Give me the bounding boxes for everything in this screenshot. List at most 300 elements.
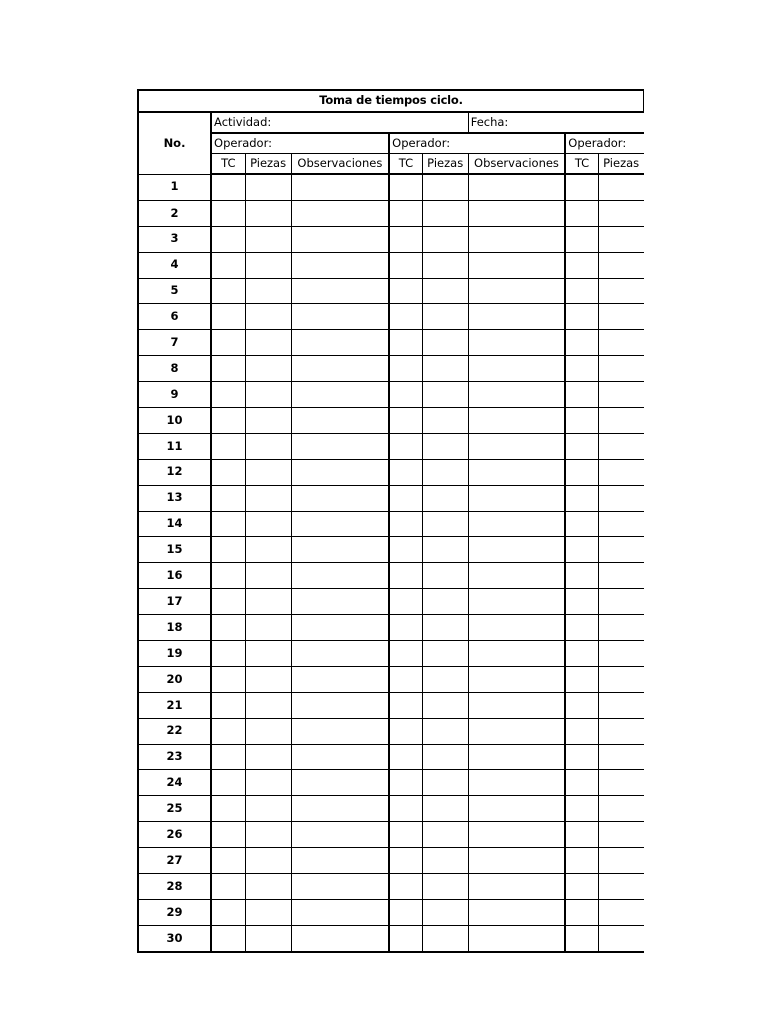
tc-cell-op1[interactable] bbox=[211, 589, 245, 615]
tc-cell-op2[interactable] bbox=[389, 537, 422, 563]
tc-cell-op3[interactable] bbox=[565, 796, 598, 822]
observaciones-cell-op2[interactable] bbox=[468, 770, 565, 796]
observaciones-cell-op1[interactable] bbox=[291, 848, 389, 874]
piezas-cell-op1[interactable] bbox=[245, 744, 291, 770]
piezas-cell-op1[interactable] bbox=[245, 356, 291, 382]
piezas-cell-op1[interactable] bbox=[245, 459, 291, 485]
cycle-time-table bbox=[137, 89, 644, 953]
piezas-cell-op3[interactable] bbox=[598, 382, 643, 408]
column-header-piezas: Piezas bbox=[245, 154, 291, 175]
piezas-cell-op2[interactable] bbox=[422, 252, 468, 278]
piezas-cell-op3[interactable] bbox=[598, 718, 643, 744]
column-header-tc: TC bbox=[389, 154, 422, 175]
tc-cell-op3[interactable] bbox=[565, 174, 598, 200]
tc-cell-op2[interactable] bbox=[389, 822, 422, 848]
tc-cell-op3[interactable] bbox=[565, 641, 598, 667]
row-number: 23 bbox=[138, 744, 211, 770]
piezas-cell-op2[interactable] bbox=[422, 356, 468, 382]
tc-cell-op3[interactable] bbox=[565, 356, 598, 382]
observaciones-cell-op1[interactable] bbox=[291, 563, 389, 589]
observaciones-cell-op2[interactable] bbox=[468, 330, 565, 356]
piezas-cell-op3[interactable] bbox=[598, 744, 643, 770]
tc-cell-op2[interactable] bbox=[389, 718, 422, 744]
tc-cell-op1[interactable] bbox=[211, 899, 245, 925]
row-number: 11 bbox=[138, 433, 211, 459]
tc-cell-op2[interactable] bbox=[389, 200, 422, 226]
observaciones-cell-op2[interactable] bbox=[468, 563, 565, 589]
tc-cell-op1[interactable] bbox=[211, 925, 245, 951]
observaciones-cell-op2[interactable] bbox=[468, 848, 565, 874]
piezas-cell-op1[interactable] bbox=[245, 822, 291, 848]
tc-cell-op3[interactable] bbox=[565, 848, 598, 874]
observaciones-cell-op1[interactable] bbox=[291, 356, 389, 382]
piezas-cell-op1[interactable] bbox=[245, 252, 291, 278]
piezas-cell-op3[interactable] bbox=[598, 589, 643, 615]
tc-cell-op3[interactable] bbox=[565, 899, 598, 925]
observaciones-cell-op2[interactable] bbox=[468, 304, 565, 330]
tc-cell-op2[interactable] bbox=[389, 770, 422, 796]
tc-cell-op2[interactable] bbox=[389, 408, 422, 434]
tc-cell-op1[interactable] bbox=[211, 666, 245, 692]
tc-cell-op3[interactable] bbox=[565, 925, 598, 951]
piezas-cell-op1[interactable] bbox=[245, 874, 291, 900]
tc-cell-op3[interactable] bbox=[565, 408, 598, 434]
tc-cell-op1[interactable] bbox=[211, 200, 245, 226]
piezas-cell-op1[interactable] bbox=[245, 666, 291, 692]
observaciones-cell-op2[interactable] bbox=[468, 226, 565, 252]
row-number: 27 bbox=[138, 848, 211, 874]
piezas-cell-op1[interactable] bbox=[245, 770, 291, 796]
tc-cell-op2[interactable] bbox=[389, 899, 422, 925]
column-header-observaciones: Observaciones bbox=[291, 154, 389, 175]
observaciones-cell-op2[interactable] bbox=[468, 200, 565, 226]
observaciones-cell-op1[interactable] bbox=[291, 718, 389, 744]
observaciones-cell-op1[interactable] bbox=[291, 770, 389, 796]
row-number: 16 bbox=[138, 563, 211, 589]
table-row bbox=[138, 459, 644, 485]
row-number: 2 bbox=[138, 200, 211, 226]
table-row bbox=[138, 485, 644, 511]
piezas-cell-op2[interactable] bbox=[422, 589, 468, 615]
observaciones-cell-op1[interactable] bbox=[291, 200, 389, 226]
row-number: 5 bbox=[138, 278, 211, 304]
operator-3-field[interactable]: Operador: bbox=[565, 133, 643, 154]
table-row bbox=[138, 692, 644, 718]
table-row bbox=[138, 252, 644, 278]
tc-cell-op1[interactable] bbox=[211, 278, 245, 304]
number-column-header: No. bbox=[138, 112, 211, 174]
piezas-cell-op2[interactable] bbox=[422, 744, 468, 770]
tc-cell-op1[interactable] bbox=[211, 718, 245, 744]
tc-cell-op2[interactable] bbox=[389, 666, 422, 692]
piezas-cell-op2[interactable] bbox=[422, 485, 468, 511]
tc-cell-op3[interactable] bbox=[565, 615, 598, 641]
operator-1-field[interactable]: Operador: bbox=[211, 133, 389, 154]
table-row bbox=[138, 330, 644, 356]
observaciones-cell-op2[interactable] bbox=[468, 718, 565, 744]
piezas-cell-op1[interactable] bbox=[245, 641, 291, 667]
observaciones-cell-op1[interactable] bbox=[291, 330, 389, 356]
observaciones-cell-op2[interactable] bbox=[468, 925, 565, 951]
piezas-cell-op3[interactable] bbox=[598, 278, 643, 304]
observaciones-cell-op2[interactable] bbox=[468, 459, 565, 485]
tc-cell-op1[interactable] bbox=[211, 822, 245, 848]
piezas-cell-op1[interactable] bbox=[245, 718, 291, 744]
piezas-cell-op2[interactable] bbox=[422, 433, 468, 459]
observaciones-cell-op2[interactable] bbox=[468, 744, 565, 770]
observaciones-cell-op1[interactable] bbox=[291, 692, 389, 718]
piezas-cell-op1[interactable] bbox=[245, 485, 291, 511]
tc-cell-op1[interactable] bbox=[211, 382, 245, 408]
tc-cell-op3[interactable] bbox=[565, 304, 598, 330]
piezas-cell-op2[interactable] bbox=[422, 848, 468, 874]
column-header-tc: TC bbox=[565, 154, 598, 175]
tc-cell-op2[interactable] bbox=[389, 796, 422, 822]
tc-cell-op3[interactable] bbox=[565, 718, 598, 744]
observaciones-cell-op1[interactable] bbox=[291, 796, 389, 822]
table-row bbox=[138, 563, 644, 589]
table-row bbox=[138, 408, 644, 434]
piezas-cell-op2[interactable] bbox=[422, 563, 468, 589]
tc-cell-op1[interactable] bbox=[211, 485, 245, 511]
tc-cell-op3[interactable] bbox=[565, 200, 598, 226]
piezas-cell-op2[interactable] bbox=[422, 174, 468, 200]
piezas-cell-op3[interactable] bbox=[598, 174, 643, 200]
tc-cell-op2[interactable] bbox=[389, 589, 422, 615]
row-number: 12 bbox=[138, 459, 211, 485]
piezas-cell-op3[interactable] bbox=[598, 692, 643, 718]
observaciones-cell-op1[interactable] bbox=[291, 174, 389, 200]
tc-cell-op1[interactable] bbox=[211, 874, 245, 900]
tc-cell-op2[interactable] bbox=[389, 563, 422, 589]
row-number: 9 bbox=[138, 382, 211, 408]
observaciones-cell-op2[interactable] bbox=[468, 822, 565, 848]
piezas-cell-op2[interactable] bbox=[422, 382, 468, 408]
piezas-cell-op3[interactable] bbox=[598, 822, 643, 848]
piezas-cell-op2[interactable] bbox=[422, 304, 468, 330]
observaciones-cell-op2[interactable] bbox=[468, 382, 565, 408]
piezas-cell-op2[interactable] bbox=[422, 796, 468, 822]
piezas-cell-op3[interactable] bbox=[598, 408, 643, 434]
tc-cell-op1[interactable] bbox=[211, 304, 245, 330]
table-row bbox=[138, 848, 644, 874]
tc-cell-op3[interactable] bbox=[565, 563, 598, 589]
observaciones-cell-op1[interactable] bbox=[291, 485, 389, 511]
piezas-cell-op1[interactable] bbox=[245, 925, 291, 951]
tc-cell-op1[interactable] bbox=[211, 563, 245, 589]
piezas-cell-op2[interactable] bbox=[422, 408, 468, 434]
observaciones-cell-op1[interactable] bbox=[291, 459, 389, 485]
piezas-cell-op2[interactable] bbox=[422, 200, 468, 226]
tc-cell-op1[interactable] bbox=[211, 408, 245, 434]
table-row bbox=[138, 589, 644, 615]
row-number: 26 bbox=[138, 822, 211, 848]
piezas-cell-op2[interactable] bbox=[422, 330, 468, 356]
piezas-cell-op3[interactable] bbox=[598, 226, 643, 252]
piezas-cell-op3[interactable] bbox=[598, 485, 643, 511]
piezas-cell-op1[interactable] bbox=[245, 382, 291, 408]
fecha-field[interactable]: Fecha: bbox=[468, 112, 643, 133]
piezas-cell-op3[interactable] bbox=[598, 925, 643, 951]
observaciones-cell-op1[interactable] bbox=[291, 226, 389, 252]
tc-cell-op3[interactable] bbox=[565, 511, 598, 537]
piezas-cell-op2[interactable] bbox=[422, 615, 468, 641]
tc-cell-op3[interactable] bbox=[565, 278, 598, 304]
table-row bbox=[138, 615, 644, 641]
piezas-cell-op3[interactable] bbox=[598, 666, 643, 692]
row-number: 28 bbox=[138, 874, 211, 900]
tc-cell-op3[interactable] bbox=[565, 252, 598, 278]
piezas-cell-op2[interactable] bbox=[422, 925, 468, 951]
piezas-cell-op3[interactable] bbox=[598, 433, 643, 459]
piezas-cell-op1[interactable] bbox=[245, 433, 291, 459]
table-row bbox=[138, 770, 644, 796]
piezas-cell-op3[interactable] bbox=[598, 304, 643, 330]
tc-cell-op1[interactable] bbox=[211, 433, 245, 459]
tc-cell-op3[interactable] bbox=[565, 666, 598, 692]
tc-cell-op3[interactable] bbox=[565, 692, 598, 718]
piezas-cell-op1[interactable] bbox=[245, 537, 291, 563]
observaciones-cell-op2[interactable] bbox=[468, 433, 565, 459]
form-title: Toma de tiempos ciclo. bbox=[138, 90, 644, 112]
piezas-cell-op1[interactable] bbox=[245, 174, 291, 200]
observaciones-cell-op2[interactable] bbox=[468, 252, 565, 278]
table-row bbox=[138, 382, 644, 408]
tc-cell-op2[interactable] bbox=[389, 485, 422, 511]
observaciones-cell-op2[interactable] bbox=[468, 485, 565, 511]
tc-cell-op2[interactable] bbox=[389, 174, 422, 200]
piezas-cell-op3[interactable] bbox=[598, 641, 643, 667]
observaciones-cell-op2[interactable] bbox=[468, 666, 565, 692]
tc-cell-op2[interactable] bbox=[389, 511, 422, 537]
piezas-cell-op1[interactable] bbox=[245, 589, 291, 615]
piezas-cell-op1[interactable] bbox=[245, 200, 291, 226]
tc-cell-op2[interactable] bbox=[389, 874, 422, 900]
tc-cell-op1[interactable] bbox=[211, 226, 245, 252]
tc-cell-op2[interactable] bbox=[389, 692, 422, 718]
tc-cell-op3[interactable] bbox=[565, 874, 598, 900]
tc-cell-op2[interactable] bbox=[389, 278, 422, 304]
observaciones-cell-op2[interactable] bbox=[468, 615, 565, 641]
observaciones-cell-op1[interactable] bbox=[291, 874, 389, 900]
observaciones-cell-op1[interactable] bbox=[291, 537, 389, 563]
observaciones-cell-op2[interactable] bbox=[468, 874, 565, 900]
observaciones-cell-op2[interactable] bbox=[468, 408, 565, 434]
row-number: 8 bbox=[138, 356, 211, 382]
tc-cell-op3[interactable] bbox=[565, 537, 598, 563]
tc-cell-op1[interactable] bbox=[211, 770, 245, 796]
observaciones-cell-op1[interactable] bbox=[291, 278, 389, 304]
column-header-tc: TC bbox=[211, 154, 245, 175]
piezas-cell-op2[interactable] bbox=[422, 459, 468, 485]
tc-cell-op3[interactable] bbox=[565, 433, 598, 459]
piezas-cell-op2[interactable] bbox=[422, 822, 468, 848]
piezas-cell-op3[interactable] bbox=[598, 511, 643, 537]
tc-cell-op2[interactable] bbox=[389, 382, 422, 408]
table-row bbox=[138, 174, 644, 200]
piezas-cell-op3[interactable] bbox=[598, 356, 643, 382]
piezas-cell-op3[interactable] bbox=[598, 200, 643, 226]
tc-cell-op1[interactable] bbox=[211, 459, 245, 485]
observaciones-cell-op1[interactable] bbox=[291, 433, 389, 459]
row-number: 18 bbox=[138, 615, 211, 641]
row-number: 1 bbox=[138, 174, 211, 200]
observaciones-cell-op1[interactable] bbox=[291, 408, 389, 434]
column-header-piezas: Piezas bbox=[422, 154, 468, 175]
tc-cell-op1[interactable] bbox=[211, 174, 245, 200]
tc-cell-op1[interactable] bbox=[211, 744, 245, 770]
tc-cell-op2[interactable] bbox=[389, 925, 422, 951]
tc-cell-op2[interactable] bbox=[389, 641, 422, 667]
observaciones-cell-op1[interactable] bbox=[291, 382, 389, 408]
piezas-cell-op3[interactable] bbox=[598, 252, 643, 278]
tc-cell-op1[interactable] bbox=[211, 848, 245, 874]
observaciones-cell-op1[interactable] bbox=[291, 822, 389, 848]
row-number: 19 bbox=[138, 641, 211, 667]
tc-cell-op3[interactable] bbox=[565, 744, 598, 770]
observaciones-cell-op2[interactable] bbox=[468, 537, 565, 563]
tc-cell-op1[interactable] bbox=[211, 615, 245, 641]
table-row bbox=[138, 666, 644, 692]
cycle-time-form bbox=[137, 89, 644, 953]
observaciones-cell-op1[interactable] bbox=[291, 744, 389, 770]
piezas-cell-op2[interactable] bbox=[422, 666, 468, 692]
row-number: 22 bbox=[138, 718, 211, 744]
tc-cell-op2[interactable] bbox=[389, 252, 422, 278]
observaciones-cell-op1[interactable] bbox=[291, 589, 389, 615]
piezas-cell-op1[interactable] bbox=[245, 899, 291, 925]
piezas-cell-op1[interactable] bbox=[245, 615, 291, 641]
row-number: 30 bbox=[138, 925, 211, 951]
piezas-cell-op2[interactable] bbox=[422, 537, 468, 563]
piezas-cell-op2[interactable] bbox=[422, 770, 468, 796]
observaciones-cell-op2[interactable] bbox=[468, 641, 565, 667]
piezas-cell-op3[interactable] bbox=[598, 563, 643, 589]
row-number: 6 bbox=[138, 304, 211, 330]
piezas-cell-op2[interactable] bbox=[422, 641, 468, 667]
observaciones-cell-op2[interactable] bbox=[468, 174, 565, 200]
observaciones-cell-op1[interactable] bbox=[291, 925, 389, 951]
tc-cell-op1[interactable] bbox=[211, 330, 245, 356]
tc-cell-op2[interactable] bbox=[389, 615, 422, 641]
column-header-piezas: Piezas bbox=[598, 154, 643, 175]
tc-cell-op2[interactable] bbox=[389, 744, 422, 770]
table-row bbox=[138, 796, 644, 822]
tc-cell-op2[interactable] bbox=[389, 848, 422, 874]
tc-cell-op2[interactable] bbox=[389, 304, 422, 330]
piezas-cell-op2[interactable] bbox=[422, 278, 468, 304]
tc-cell-op2[interactable] bbox=[389, 356, 422, 382]
tc-cell-op3[interactable] bbox=[565, 770, 598, 796]
tc-cell-op3[interactable] bbox=[565, 382, 598, 408]
tc-cell-op2[interactable] bbox=[389, 459, 422, 485]
tc-cell-op3[interactable] bbox=[565, 459, 598, 485]
piezas-cell-op1[interactable] bbox=[245, 511, 291, 537]
tc-cell-op2[interactable] bbox=[389, 330, 422, 356]
piezas-cell-op1[interactable] bbox=[245, 408, 291, 434]
piezas-cell-op1[interactable] bbox=[245, 226, 291, 252]
row-number: 10 bbox=[138, 408, 211, 434]
piezas-cell-op2[interactable] bbox=[422, 899, 468, 925]
piezas-cell-op3[interactable] bbox=[598, 899, 643, 925]
tc-cell-op2[interactable] bbox=[389, 226, 422, 252]
piezas-cell-op2[interactable] bbox=[422, 692, 468, 718]
piezas-cell-op3[interactable] bbox=[598, 459, 643, 485]
tc-cell-op1[interactable] bbox=[211, 641, 245, 667]
piezas-cell-op1[interactable] bbox=[245, 304, 291, 330]
observaciones-cell-op1[interactable] bbox=[291, 666, 389, 692]
piezas-cell-op3[interactable] bbox=[598, 615, 643, 641]
tc-cell-op1[interactable] bbox=[211, 692, 245, 718]
row-number: 20 bbox=[138, 666, 211, 692]
tc-cell-op3[interactable] bbox=[565, 589, 598, 615]
observaciones-cell-op2[interactable] bbox=[468, 796, 565, 822]
table-row bbox=[138, 433, 644, 459]
observaciones-cell-op1[interactable] bbox=[291, 615, 389, 641]
piezas-cell-op2[interactable] bbox=[422, 511, 468, 537]
observaciones-cell-op1[interactable] bbox=[291, 511, 389, 537]
piezas-cell-op1[interactable] bbox=[245, 563, 291, 589]
actividad-field[interactable]: Actividad: bbox=[211, 112, 468, 133]
tc-cell-op1[interactable] bbox=[211, 356, 245, 382]
piezas-cell-op3[interactable] bbox=[598, 330, 643, 356]
piezas-cell-op2[interactable] bbox=[422, 226, 468, 252]
row-number: 7 bbox=[138, 330, 211, 356]
operator-2-field[interactable]: Operador: bbox=[389, 133, 565, 154]
piezas-cell-op1[interactable] bbox=[245, 692, 291, 718]
piezas-cell-op3[interactable] bbox=[598, 796, 643, 822]
row-number: 14 bbox=[138, 511, 211, 537]
observaciones-cell-op2[interactable] bbox=[468, 589, 565, 615]
piezas-cell-op3[interactable] bbox=[598, 874, 643, 900]
tc-cell-op3[interactable] bbox=[565, 226, 598, 252]
observaciones-cell-op2[interactable] bbox=[468, 278, 565, 304]
observaciones-cell-op2[interactable] bbox=[468, 692, 565, 718]
piezas-cell-op3[interactable] bbox=[598, 537, 643, 563]
piezas-cell-op2[interactable] bbox=[422, 718, 468, 744]
observaciones-cell-op2[interactable] bbox=[468, 899, 565, 925]
row-number: 15 bbox=[138, 537, 211, 563]
observaciones-cell-op1[interactable] bbox=[291, 304, 389, 330]
tc-cell-op1[interactable] bbox=[211, 511, 245, 537]
tc-cell-op3[interactable] bbox=[565, 330, 598, 356]
tc-cell-op1[interactable] bbox=[211, 796, 245, 822]
observaciones-cell-op1[interactable] bbox=[291, 641, 389, 667]
piezas-cell-op1[interactable] bbox=[245, 330, 291, 356]
observaciones-cell-op2[interactable] bbox=[468, 356, 565, 382]
piezas-cell-op3[interactable] bbox=[598, 770, 643, 796]
tc-cell-op3[interactable] bbox=[565, 822, 598, 848]
row-number: 17 bbox=[138, 589, 211, 615]
tc-cell-op3[interactable] bbox=[565, 485, 598, 511]
observaciones-cell-op1[interactable] bbox=[291, 252, 389, 278]
tc-cell-op2[interactable] bbox=[389, 433, 422, 459]
table-row bbox=[138, 822, 644, 848]
tc-cell-op1[interactable] bbox=[211, 252, 245, 278]
piezas-cell-op1[interactable] bbox=[245, 278, 291, 304]
observaciones-cell-op2[interactable] bbox=[468, 511, 565, 537]
row-number: 29 bbox=[138, 899, 211, 925]
piezas-cell-op1[interactable] bbox=[245, 796, 291, 822]
piezas-cell-op1[interactable] bbox=[245, 848, 291, 874]
piezas-cell-op2[interactable] bbox=[422, 874, 468, 900]
tc-cell-op1[interactable] bbox=[211, 537, 245, 563]
table-row bbox=[138, 356, 644, 382]
table-row bbox=[138, 304, 644, 330]
piezas-cell-op3[interactable] bbox=[598, 848, 643, 874]
table-row bbox=[138, 641, 644, 667]
observaciones-cell-op1[interactable] bbox=[291, 899, 389, 925]
